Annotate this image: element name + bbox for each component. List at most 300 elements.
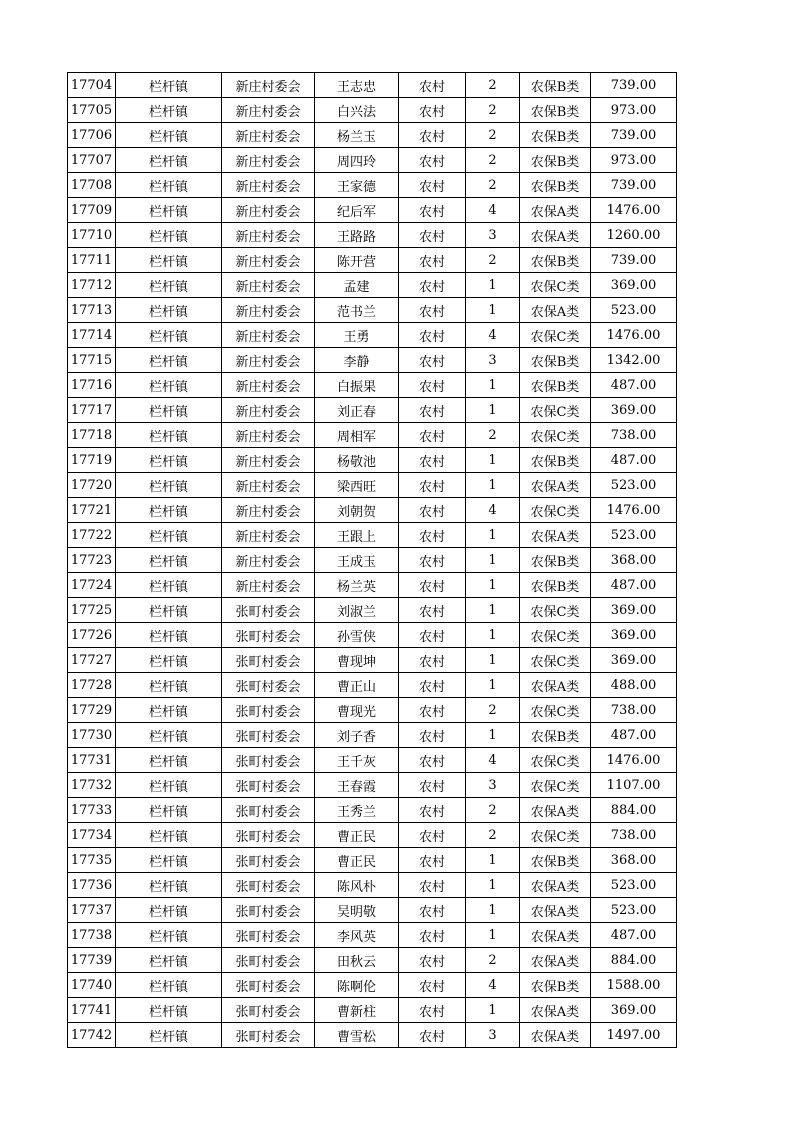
- row-number-cell: 17728: [68, 673, 116, 698]
- household-count-cell: 1: [466, 923, 520, 948]
- town-cell: 栏杆镇: [116, 548, 222, 573]
- town-cell: 栏杆镇: [116, 423, 222, 448]
- area-type-cell: 农村: [399, 898, 466, 923]
- name-cell: 刘子香: [315, 723, 399, 748]
- village-committee-cell: 张町村委会: [222, 673, 315, 698]
- area-type-cell: 农村: [399, 973, 466, 998]
- household-count-cell: 2: [466, 173, 520, 198]
- town-cell: 栏杆镇: [116, 173, 222, 198]
- amount-cell: 369.00: [591, 648, 677, 673]
- category-cell: 农保B类: [520, 973, 591, 998]
- amount-cell: 1260.00: [591, 223, 677, 248]
- row-number-cell: 17719: [68, 448, 116, 473]
- category-cell: 农保B类: [520, 173, 591, 198]
- table-row: [68, 298, 677, 323]
- table-row: [68, 573, 677, 598]
- village-committee-cell: 新庄村委会: [222, 348, 315, 373]
- data-table: [67, 72, 677, 1048]
- name-cell: 王志忠: [315, 73, 399, 98]
- household-count-cell: 1: [466, 473, 520, 498]
- town-cell: 栏杆镇: [116, 398, 222, 423]
- row-number-cell: 17735: [68, 848, 116, 873]
- town-cell: 栏杆镇: [116, 573, 222, 598]
- town-cell: 栏杆镇: [116, 948, 222, 973]
- amount-cell: 523.00: [591, 873, 677, 898]
- category-cell: 农保B类: [520, 248, 591, 273]
- name-cell: 王秀兰: [315, 798, 399, 823]
- name-cell: 杨敬池: [315, 448, 399, 473]
- amount-cell: 1476.00: [591, 498, 677, 523]
- town-cell: 栏杆镇: [116, 198, 222, 223]
- household-count-cell: 2: [466, 948, 520, 973]
- row-number-cell: 17717: [68, 398, 116, 423]
- village-committee-cell: 张町村委会: [222, 923, 315, 948]
- household-count-cell: 4: [466, 748, 520, 773]
- row-number-cell: 17713: [68, 298, 116, 323]
- village-committee-cell: 新庄村委会: [222, 398, 315, 423]
- amount-cell: 884.00: [591, 948, 677, 973]
- category-cell: 农保A类: [520, 898, 591, 923]
- town-cell: 栏杆镇: [116, 748, 222, 773]
- household-count-cell: 1: [466, 598, 520, 623]
- row-number-cell: 17732: [68, 773, 116, 798]
- household-count-cell: 2: [466, 123, 520, 148]
- row-number-cell: 17731: [68, 748, 116, 773]
- row-number-cell: 17738: [68, 923, 116, 948]
- area-type-cell: 农村: [399, 73, 466, 98]
- category-cell: 农保C类: [520, 498, 591, 523]
- household-count-cell: 2: [466, 698, 520, 723]
- village-committee-cell: 张町村委会: [222, 998, 315, 1023]
- area-type-cell: 农村: [399, 348, 466, 373]
- row-number-cell: 17722: [68, 523, 116, 548]
- area-type-cell: 农村: [399, 498, 466, 523]
- town-cell: 栏杆镇: [116, 873, 222, 898]
- household-count-cell: 2: [466, 73, 520, 98]
- row-number-cell: 17708: [68, 173, 116, 198]
- household-count-cell: 1: [466, 398, 520, 423]
- amount-cell: 369.00: [591, 398, 677, 423]
- name-cell: 杨兰英: [315, 573, 399, 598]
- name-cell: 白兴法: [315, 98, 399, 123]
- household-count-cell: 4: [466, 973, 520, 998]
- area-type-cell: 农村: [399, 723, 466, 748]
- area-type-cell: 农村: [399, 773, 466, 798]
- town-cell: 栏杆镇: [116, 448, 222, 473]
- row-number-cell: 17712: [68, 273, 116, 298]
- amount-cell: 884.00: [591, 798, 677, 823]
- row-number-cell: 17718: [68, 423, 116, 448]
- village-committee-cell: 新庄村委会: [222, 448, 315, 473]
- area-type-cell: 农村: [399, 448, 466, 473]
- row-number-cell: 17740: [68, 973, 116, 998]
- table-row: [68, 773, 677, 798]
- village-committee-cell: 张町村委会: [222, 798, 315, 823]
- table-row: [68, 523, 677, 548]
- town-cell: 栏杆镇: [116, 973, 222, 998]
- household-count-cell: 2: [466, 148, 520, 173]
- amount-cell: 487.00: [591, 373, 677, 398]
- category-cell: 农保C类: [520, 423, 591, 448]
- area-type-cell: 农村: [399, 223, 466, 248]
- category-cell: 农保A类: [520, 998, 591, 1023]
- category-cell: 农保C类: [520, 773, 591, 798]
- area-type-cell: 农村: [399, 848, 466, 873]
- category-cell: 农保A类: [520, 473, 591, 498]
- town-cell: 栏杆镇: [116, 648, 222, 673]
- area-type-cell: 农村: [399, 473, 466, 498]
- amount-cell: 1342.00: [591, 348, 677, 373]
- name-cell: 李静: [315, 348, 399, 373]
- area-type-cell: 农村: [399, 373, 466, 398]
- village-committee-cell: 新庄村委会: [222, 173, 315, 198]
- name-cell: 纪后军: [315, 198, 399, 223]
- village-committee-cell: 张町村委会: [222, 873, 315, 898]
- household-count-cell: 1: [466, 648, 520, 673]
- village-committee-cell: 新庄村委会: [222, 423, 315, 448]
- category-cell: 农保A类: [520, 1023, 591, 1048]
- area-type-cell: 农村: [399, 798, 466, 823]
- area-type-cell: 农村: [399, 998, 466, 1023]
- amount-cell: 738.00: [591, 698, 677, 723]
- area-type-cell: 农村: [399, 948, 466, 973]
- town-cell: 栏杆镇: [116, 698, 222, 723]
- category-cell: 农保C类: [520, 598, 591, 623]
- amount-cell: 738.00: [591, 423, 677, 448]
- name-cell: 曹正民: [315, 848, 399, 873]
- village-committee-cell: 新庄村委会: [222, 523, 315, 548]
- table-row: [68, 448, 677, 473]
- area-type-cell: 农村: [399, 873, 466, 898]
- town-cell: 栏杆镇: [116, 898, 222, 923]
- name-cell: 孟建: [315, 273, 399, 298]
- name-cell: 孙雪侠: [315, 623, 399, 648]
- name-cell: 杨兰玉: [315, 123, 399, 148]
- amount-cell: 739.00: [591, 248, 677, 273]
- town-cell: 栏杆镇: [116, 823, 222, 848]
- area-type-cell: 农村: [399, 673, 466, 698]
- name-cell: 吴明敬: [315, 898, 399, 923]
- category-cell: 农保A类: [520, 198, 591, 223]
- category-cell: 农保B类: [520, 73, 591, 98]
- row-number-cell: 17723: [68, 548, 116, 573]
- amount-cell: 739.00: [591, 173, 677, 198]
- area-type-cell: 农村: [399, 423, 466, 448]
- category-cell: 农保C类: [520, 823, 591, 848]
- table-row: [68, 173, 677, 198]
- area-type-cell: 农村: [399, 323, 466, 348]
- household-count-cell: 1: [466, 548, 520, 573]
- town-cell: 栏杆镇: [116, 473, 222, 498]
- town-cell: 栏杆镇: [116, 623, 222, 648]
- area-type-cell: 农村: [399, 823, 466, 848]
- category-cell: 农保A类: [520, 798, 591, 823]
- household-count-cell: 1: [466, 373, 520, 398]
- table-row: [68, 973, 677, 998]
- table-row: [68, 223, 677, 248]
- amount-cell: 523.00: [591, 898, 677, 923]
- amount-cell: 487.00: [591, 573, 677, 598]
- household-count-cell: 1: [466, 298, 520, 323]
- area-type-cell: 农村: [399, 573, 466, 598]
- village-committee-cell: 新庄村委会: [222, 573, 315, 598]
- town-cell: 栏杆镇: [116, 73, 222, 98]
- amount-cell: 1476.00: [591, 323, 677, 348]
- town-cell: 栏杆镇: [116, 498, 222, 523]
- table-row: [68, 648, 677, 673]
- table-row: [68, 823, 677, 848]
- town-cell: 栏杆镇: [116, 223, 222, 248]
- row-number-cell: 17739: [68, 948, 116, 973]
- household-count-cell: 2: [466, 423, 520, 448]
- table-row: [68, 698, 677, 723]
- category-cell: 农保B类: [520, 148, 591, 173]
- area-type-cell: 农村: [399, 298, 466, 323]
- village-committee-cell: 新庄村委会: [222, 148, 315, 173]
- amount-cell: 523.00: [591, 298, 677, 323]
- row-number-cell: 17705: [68, 98, 116, 123]
- table-row: [68, 323, 677, 348]
- village-committee-cell: 张町村委会: [222, 723, 315, 748]
- household-count-cell: 1: [466, 673, 520, 698]
- row-number-cell: 17741: [68, 998, 116, 1023]
- town-cell: 栏杆镇: [116, 98, 222, 123]
- village-committee-cell: 张町村委会: [222, 898, 315, 923]
- table-row: [68, 348, 677, 373]
- village-committee-cell: 新庄村委会: [222, 123, 315, 148]
- category-cell: 农保B类: [520, 373, 591, 398]
- amount-cell: 739.00: [591, 73, 677, 98]
- village-committee-cell: 新庄村委会: [222, 198, 315, 223]
- name-cell: 曹新柱: [315, 998, 399, 1023]
- category-cell: 农保C类: [520, 273, 591, 298]
- amount-cell: 738.00: [591, 823, 677, 848]
- name-cell: 曹雪松: [315, 1023, 399, 1048]
- town-cell: 栏杆镇: [116, 923, 222, 948]
- row-number-cell: 17737: [68, 898, 116, 923]
- household-count-cell: 2: [466, 98, 520, 123]
- name-cell: 周四玲: [315, 148, 399, 173]
- table-row: [68, 373, 677, 398]
- town-cell: 栏杆镇: [116, 848, 222, 873]
- area-type-cell: 农村: [399, 248, 466, 273]
- category-cell: 农保B类: [520, 98, 591, 123]
- table-row: [68, 623, 677, 648]
- table-row: [68, 598, 677, 623]
- table-row: [68, 98, 677, 123]
- row-number-cell: 17733: [68, 798, 116, 823]
- row-number-cell: 17704: [68, 73, 116, 98]
- amount-cell: 523.00: [591, 473, 677, 498]
- town-cell: 栏杆镇: [116, 773, 222, 798]
- table-row: [68, 923, 677, 948]
- household-count-cell: 4: [466, 323, 520, 348]
- name-cell: 陈啊伦: [315, 973, 399, 998]
- village-committee-cell: 新庄村委会: [222, 298, 315, 323]
- area-type-cell: 农村: [399, 1023, 466, 1048]
- village-committee-cell: 新庄村委会: [222, 473, 315, 498]
- town-cell: 栏杆镇: [116, 298, 222, 323]
- name-cell: 曹正山: [315, 673, 399, 698]
- name-cell: 白振果: [315, 373, 399, 398]
- table-row: [68, 248, 677, 273]
- row-number-cell: 17720: [68, 473, 116, 498]
- table-row: [68, 948, 677, 973]
- amount-cell: 739.00: [591, 123, 677, 148]
- household-count-cell: 4: [466, 498, 520, 523]
- amount-cell: 523.00: [591, 523, 677, 548]
- table-row: [68, 1023, 677, 1048]
- name-cell: 李风英: [315, 923, 399, 948]
- household-count-cell: 1: [466, 873, 520, 898]
- name-cell: 刘淑兰: [315, 598, 399, 623]
- name-cell: 曹正民: [315, 823, 399, 848]
- village-committee-cell: 张町村委会: [222, 948, 315, 973]
- category-cell: 农保C类: [520, 748, 591, 773]
- amount-cell: 368.00: [591, 848, 677, 873]
- area-type-cell: 农村: [399, 623, 466, 648]
- town-cell: 栏杆镇: [116, 723, 222, 748]
- category-cell: 农保A类: [520, 923, 591, 948]
- town-cell: 栏杆镇: [116, 598, 222, 623]
- town-cell: 栏杆镇: [116, 273, 222, 298]
- name-cell: 曹现坤: [315, 648, 399, 673]
- row-number-cell: 17730: [68, 723, 116, 748]
- village-committee-cell: 张町村委会: [222, 648, 315, 673]
- name-cell: 王跟上: [315, 523, 399, 548]
- category-cell: 农保C类: [520, 623, 591, 648]
- town-cell: 栏杆镇: [116, 348, 222, 373]
- table-row: [68, 498, 677, 523]
- name-cell: 陈开营: [315, 248, 399, 273]
- name-cell: 王千灰: [315, 748, 399, 773]
- amount-cell: 1588.00: [591, 973, 677, 998]
- household-count-cell: 1: [466, 573, 520, 598]
- village-committee-cell: 张町村委会: [222, 823, 315, 848]
- table-row: [68, 998, 677, 1023]
- village-committee-cell: 新庄村委会: [222, 98, 315, 123]
- village-committee-cell: 张町村委会: [222, 773, 315, 798]
- town-cell: 栏杆镇: [116, 148, 222, 173]
- table-row: [68, 798, 677, 823]
- name-cell: 曹现光: [315, 698, 399, 723]
- row-number-cell: 17729: [68, 698, 116, 723]
- area-type-cell: 农村: [399, 123, 466, 148]
- name-cell: 王勇: [315, 323, 399, 348]
- category-cell: 农保C类: [520, 398, 591, 423]
- row-number-cell: 17714: [68, 323, 116, 348]
- category-cell: 农保C类: [520, 648, 591, 673]
- village-committee-cell: 张町村委会: [222, 848, 315, 873]
- area-type-cell: 农村: [399, 698, 466, 723]
- name-cell: 王家德: [315, 173, 399, 198]
- amount-cell: 1476.00: [591, 198, 677, 223]
- name-cell: 王成玉: [315, 548, 399, 573]
- village-committee-cell: 新庄村委会: [222, 373, 315, 398]
- name-cell: 刘正春: [315, 398, 399, 423]
- category-cell: 农保A类: [520, 223, 591, 248]
- table-row: [68, 473, 677, 498]
- table-row: [68, 198, 677, 223]
- household-count-cell: 1: [466, 998, 520, 1023]
- household-count-cell: 1: [466, 848, 520, 873]
- village-committee-cell: 张町村委会: [222, 598, 315, 623]
- amount-cell: 369.00: [591, 623, 677, 648]
- amount-cell: 487.00: [591, 723, 677, 748]
- category-cell: 农保B类: [520, 448, 591, 473]
- amount-cell: 1107.00: [591, 773, 677, 798]
- village-committee-cell: 新庄村委会: [222, 323, 315, 348]
- village-committee-cell: 张町村委会: [222, 748, 315, 773]
- category-cell: 农保A类: [520, 523, 591, 548]
- row-number-cell: 17734: [68, 823, 116, 848]
- row-number-cell: 17727: [68, 648, 116, 673]
- table-row: [68, 748, 677, 773]
- amount-cell: 369.00: [591, 598, 677, 623]
- town-cell: 栏杆镇: [116, 248, 222, 273]
- town-cell: 栏杆镇: [116, 373, 222, 398]
- table-row: [68, 398, 677, 423]
- table-row: [68, 673, 677, 698]
- area-type-cell: 农村: [399, 173, 466, 198]
- name-cell: 田秋云: [315, 948, 399, 973]
- category-cell: 农保A类: [520, 298, 591, 323]
- row-number-cell: 17736: [68, 873, 116, 898]
- area-type-cell: 农村: [399, 148, 466, 173]
- amount-cell: 1476.00: [591, 748, 677, 773]
- area-type-cell: 农村: [399, 648, 466, 673]
- household-count-cell: 3: [466, 223, 520, 248]
- village-committee-cell: 新庄村委会: [222, 223, 315, 248]
- table-row: [68, 273, 677, 298]
- table-row: [68, 423, 677, 448]
- town-cell: 栏杆镇: [116, 798, 222, 823]
- table-row: [68, 848, 677, 873]
- household-count-cell: 1: [466, 898, 520, 923]
- amount-cell: 487.00: [591, 448, 677, 473]
- household-count-cell: 1: [466, 448, 520, 473]
- category-cell: 农保B类: [520, 348, 591, 373]
- amount-cell: 1497.00: [591, 1023, 677, 1048]
- table-row: [68, 723, 677, 748]
- household-count-cell: 3: [466, 1023, 520, 1048]
- area-type-cell: 农村: [399, 198, 466, 223]
- town-cell: 栏杆镇: [116, 523, 222, 548]
- area-type-cell: 农村: [399, 398, 466, 423]
- household-count-cell: 3: [466, 773, 520, 798]
- row-number-cell: 17726: [68, 623, 116, 648]
- area-type-cell: 农村: [399, 598, 466, 623]
- category-cell: 农保B类: [520, 723, 591, 748]
- row-number-cell: 17716: [68, 373, 116, 398]
- area-type-cell: 农村: [399, 523, 466, 548]
- table-row: [68, 898, 677, 923]
- town-cell: 栏杆镇: [116, 323, 222, 348]
- household-count-cell: 1: [466, 523, 520, 548]
- category-cell: 农保A类: [520, 673, 591, 698]
- household-count-cell: 1: [466, 723, 520, 748]
- household-count-cell: 2: [466, 823, 520, 848]
- household-count-cell: 2: [466, 798, 520, 823]
- area-type-cell: 农村: [399, 273, 466, 298]
- area-type-cell: 农村: [399, 923, 466, 948]
- amount-cell: 368.00: [591, 548, 677, 573]
- table-row: [68, 873, 677, 898]
- village-committee-cell: 新庄村委会: [222, 73, 315, 98]
- village-committee-cell: 张町村委会: [222, 623, 315, 648]
- area-type-cell: 农村: [399, 98, 466, 123]
- town-cell: 栏杆镇: [116, 673, 222, 698]
